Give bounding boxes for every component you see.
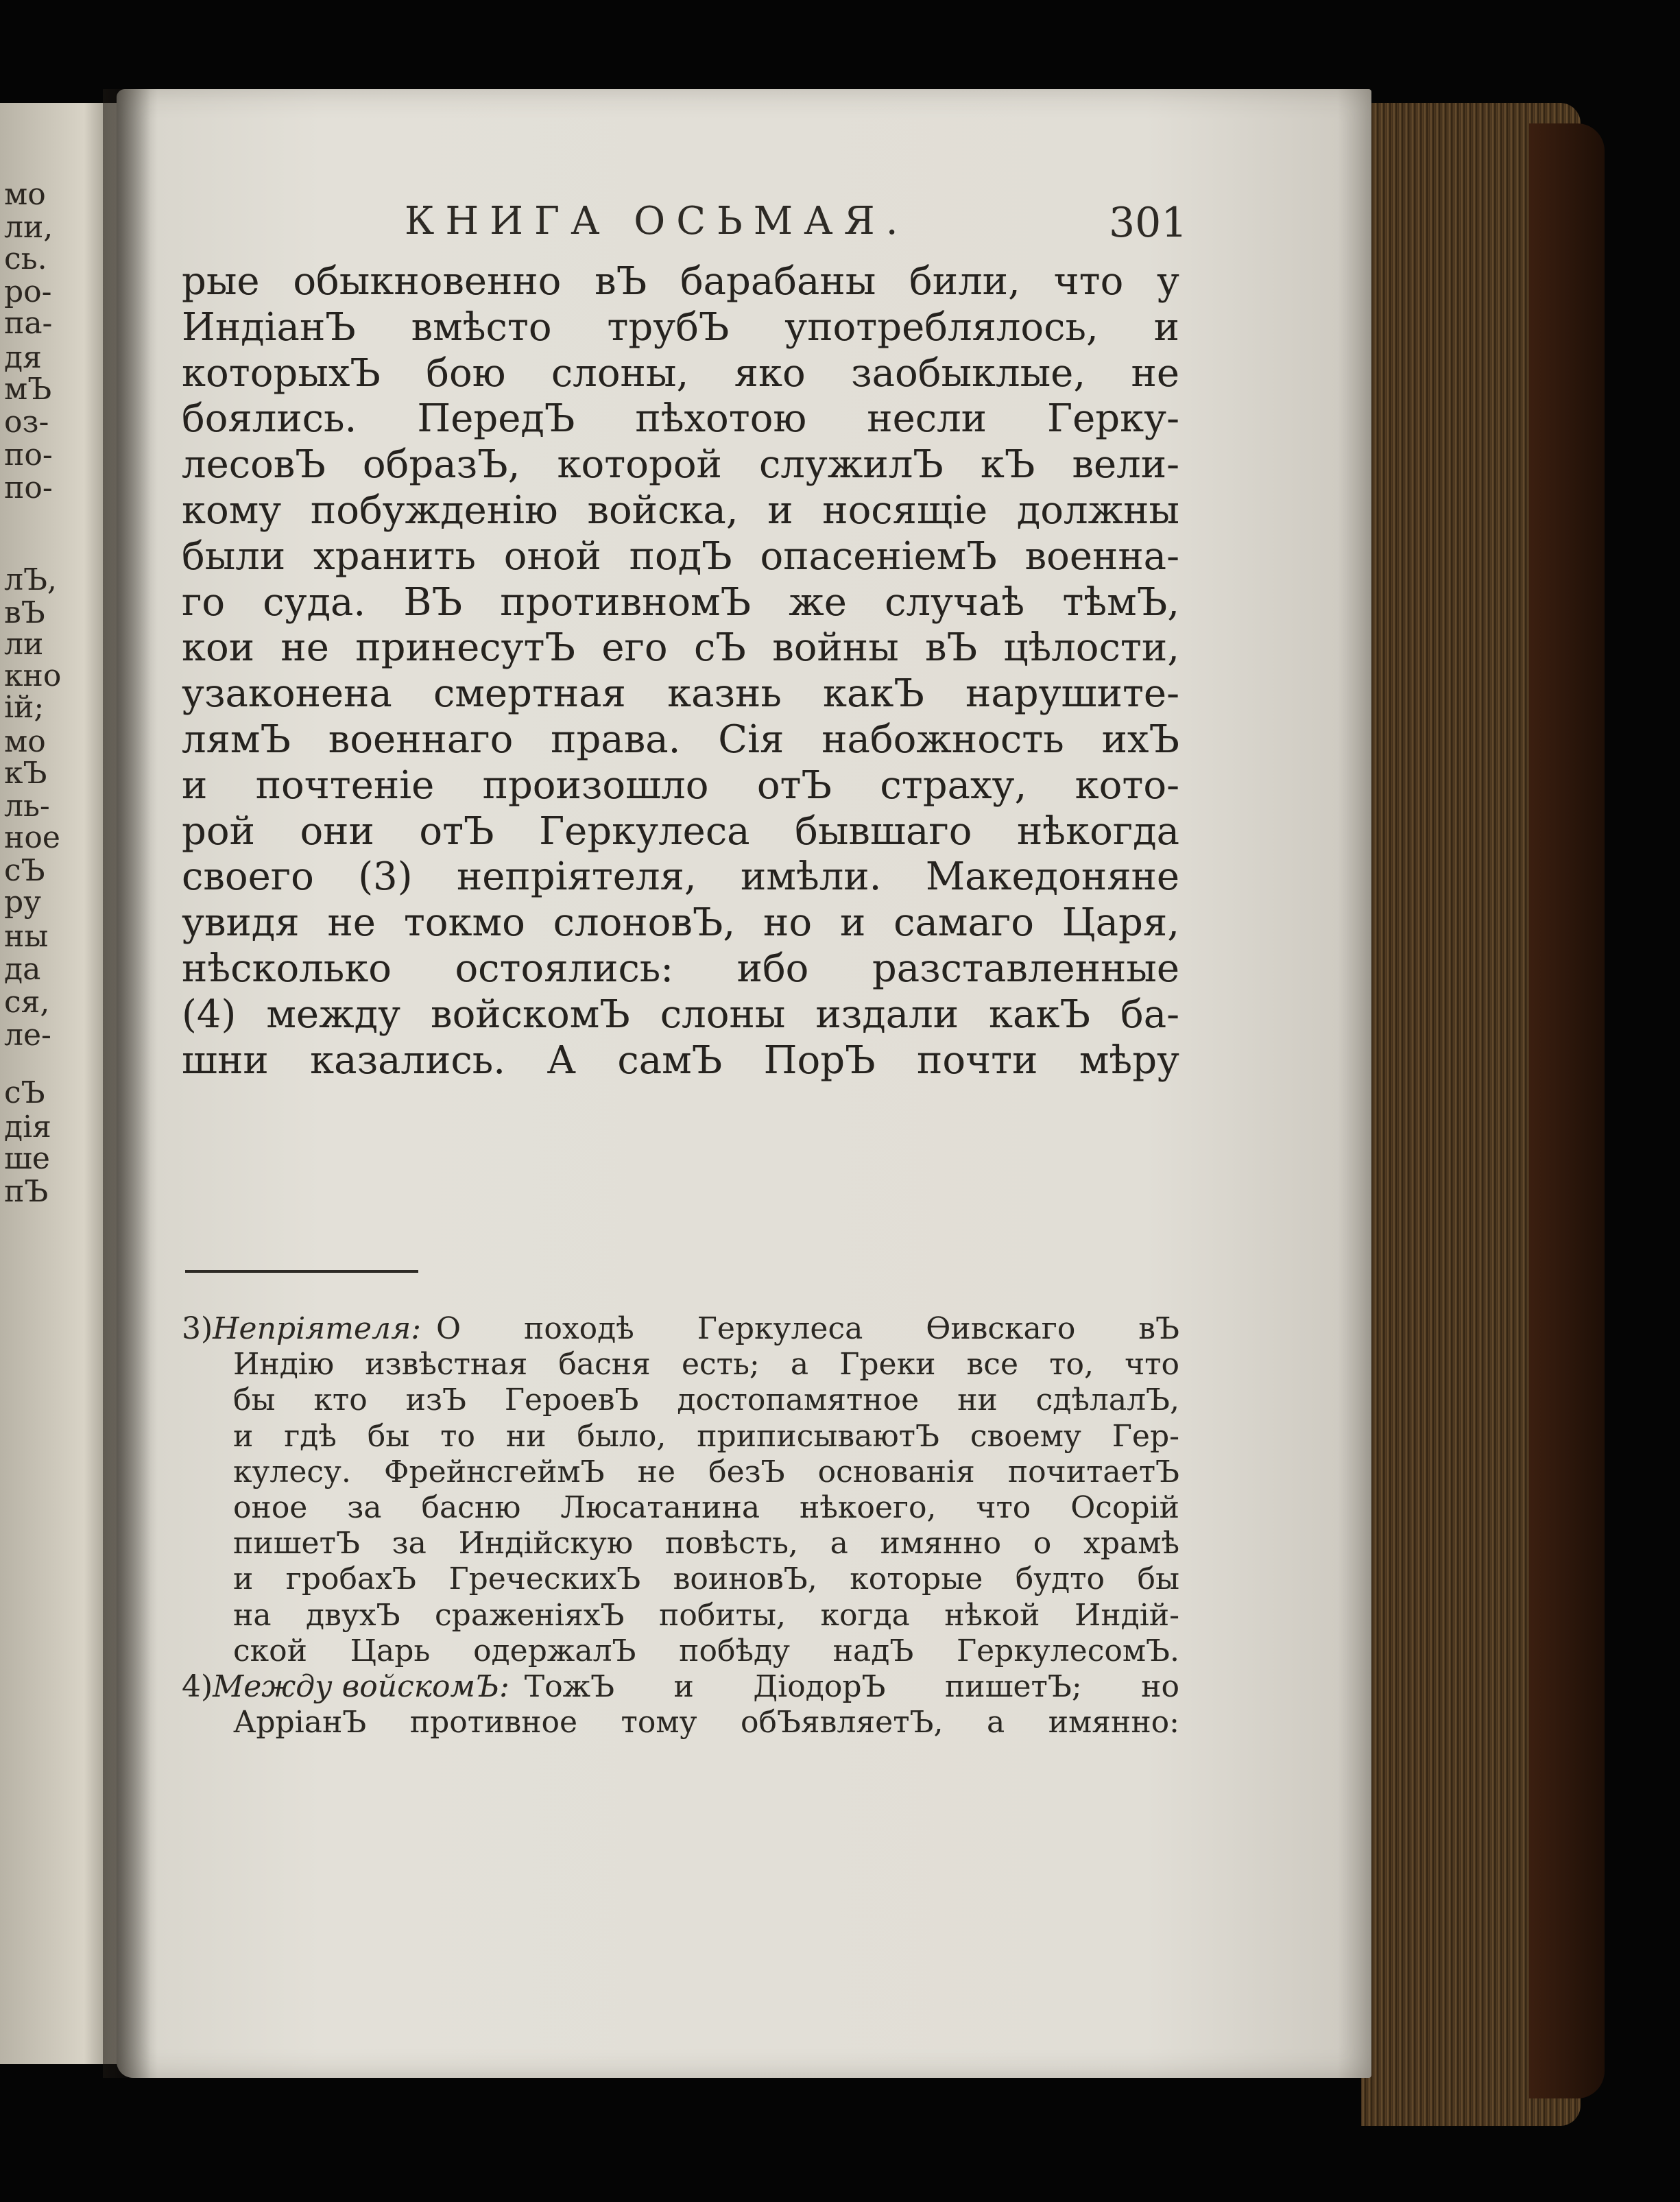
left-page-line: кЪ [4,756,47,791]
left-page-line: ся, [4,985,50,1020]
left-page-line: ное [4,820,60,855]
footnote-line: пишетЪ за Индійскую повѣсть, а имянно о храмѣ [233,1526,1179,1561]
footnote-marker: 4) [182,1668,213,1704]
left-page-line: ли, [4,210,53,245]
left-page-line: сь. [4,241,47,276]
body-line: рые обыкновенно вЪ барабаны били, что у [182,259,1179,304]
left-page-line: вЪ [4,595,45,630]
body-line: и почтеніе произошло отЪ страху, кото- [182,763,1179,808]
body-line: лесовЪ образЪ, которой служилЪ кЪ вели- [182,442,1179,488]
body-line: нѣсколько остоялись: ибо разставленные [182,946,1179,991]
left-page-line: по- [4,438,53,472]
left-page-line: по- [4,470,53,505]
footnote-line: Индію извѣстная басня есть; а Греки все то, что [233,1347,1179,1383]
body-line: которыхЪ бою слоны, яко заобыклые, не [182,350,1179,396]
body-line: рой они отЪ Геркулеса бывшаго нѣкогда [182,809,1179,854]
footnote-first-line [182,1669,1179,1705]
left-page-line: сЪ [4,853,45,888]
left-page-line: ше [4,1141,50,1176]
footnote-line: и гробахЪ ГреческихЪ воиновЪ, которые будто бы [233,1561,1179,1597]
footnote-first-text: О походѣ Геркулеса Өивскаго вЪ [436,1311,1179,1346]
footnotes [182,1311,1179,1740]
left-page-line: ру [4,885,42,920]
footnote-first-text: ТожЪ и ДіодорЪ пишетЪ; но [524,1668,1179,1704]
footnote-line: и гдѣ бы то ни было, приписываютЪ своему Гер- [233,1418,1179,1454]
footnote-first-line [182,1311,1179,1347]
body-text [182,259,1179,1084]
left-page-line: оз- [4,405,49,440]
page-number: 301 [1109,199,1188,247]
left-page-line: сЪ [4,1075,45,1110]
footnote-term: Непріятеля: [213,1311,422,1346]
footnote-marker: 3) [182,1311,213,1346]
left-page-line: кно [4,658,62,693]
left-page-fragment [0,103,120,2064]
body-line: го суда. ВЪ противномЪ же случаѣ тѣмЪ, [182,579,1179,625]
body-line: увидя не токмо слоновЪ, но и самаго Царя, [182,900,1179,946]
body-line: шни казались. А самЪ ПорЪ почти мѣру [182,1038,1179,1083]
left-page-line: лЪ, [4,562,57,597]
body-line: боялись. ПередЪ пѣхотою несли Герку- [182,396,1179,442]
body-line: были хранить оной подЪ опасеніемЪ военна- [182,534,1179,579]
left-page-line: ли [4,627,44,662]
left-page-line: па- [4,306,53,341]
left-page-line: ны [4,919,49,954]
body-line: своего (3) непріятеля, имѣли. Македоняне [182,854,1179,900]
footnote-line: бы кто изЪ ГероевЪ достопамятное ни сдѣлалЪ, [233,1383,1179,1418]
left-page-line: ро- [4,274,52,309]
left-page-line: ій; [4,690,45,725]
left-page-line: пЪ [4,1174,49,1209]
body-line: кому побужденію войска, и носящіе должны [182,488,1179,533]
left-page-line: да [4,952,41,987]
footnote-line: ской Царь одержалЪ побѣду надЪ ГеркулесомЪ. [233,1633,1179,1668]
left-page-line: ль- [4,789,50,824]
footnote-term: Между войскомЪ: [213,1668,509,1704]
body-line: (4) между войскомЪ слоны издали какЪ ба- [182,992,1179,1037]
left-page-line: мЪ [4,372,52,407]
body-line: узаконена смертная казнь какЪ нарушите- [182,671,1179,717]
gutter-shadow [103,89,151,2078]
left-page-line: дя [4,340,42,375]
running-head-title: КНИГА ОСЬМАЯ. [405,199,909,243]
footnote-line: оное за басню Люсатанина нѣкоего, что Осорій [233,1489,1179,1525]
body-line: лямЪ военнаго права. Сія набожность ихЪ [182,717,1179,762]
footnote-line: на двухЪ сраженіяхЪ побиты, когда нѣкой Индій- [233,1597,1179,1633]
footnote-line: кулесу. ФрейнсгеймЪ не безЪ основанія почитаетЪ [233,1454,1179,1489]
book-cover-edge [1529,123,1605,2098]
left-page-line: мо [4,724,46,759]
body-line: кои не принесутЪ его сЪ войны вЪ цѣлости, [182,625,1179,671]
footnote-rule [185,1270,418,1273]
left-page-line: ле- [4,1018,51,1053]
left-page-line: дія [4,1110,51,1145]
left-page-line: мо [4,177,46,212]
footnote-line: АрріанЪ противное тому обЪявляетЪ, а имянно: [233,1705,1179,1740]
body-line: ИндіанЪ вмѣсто трубЪ употреблялось, и [182,304,1179,350]
